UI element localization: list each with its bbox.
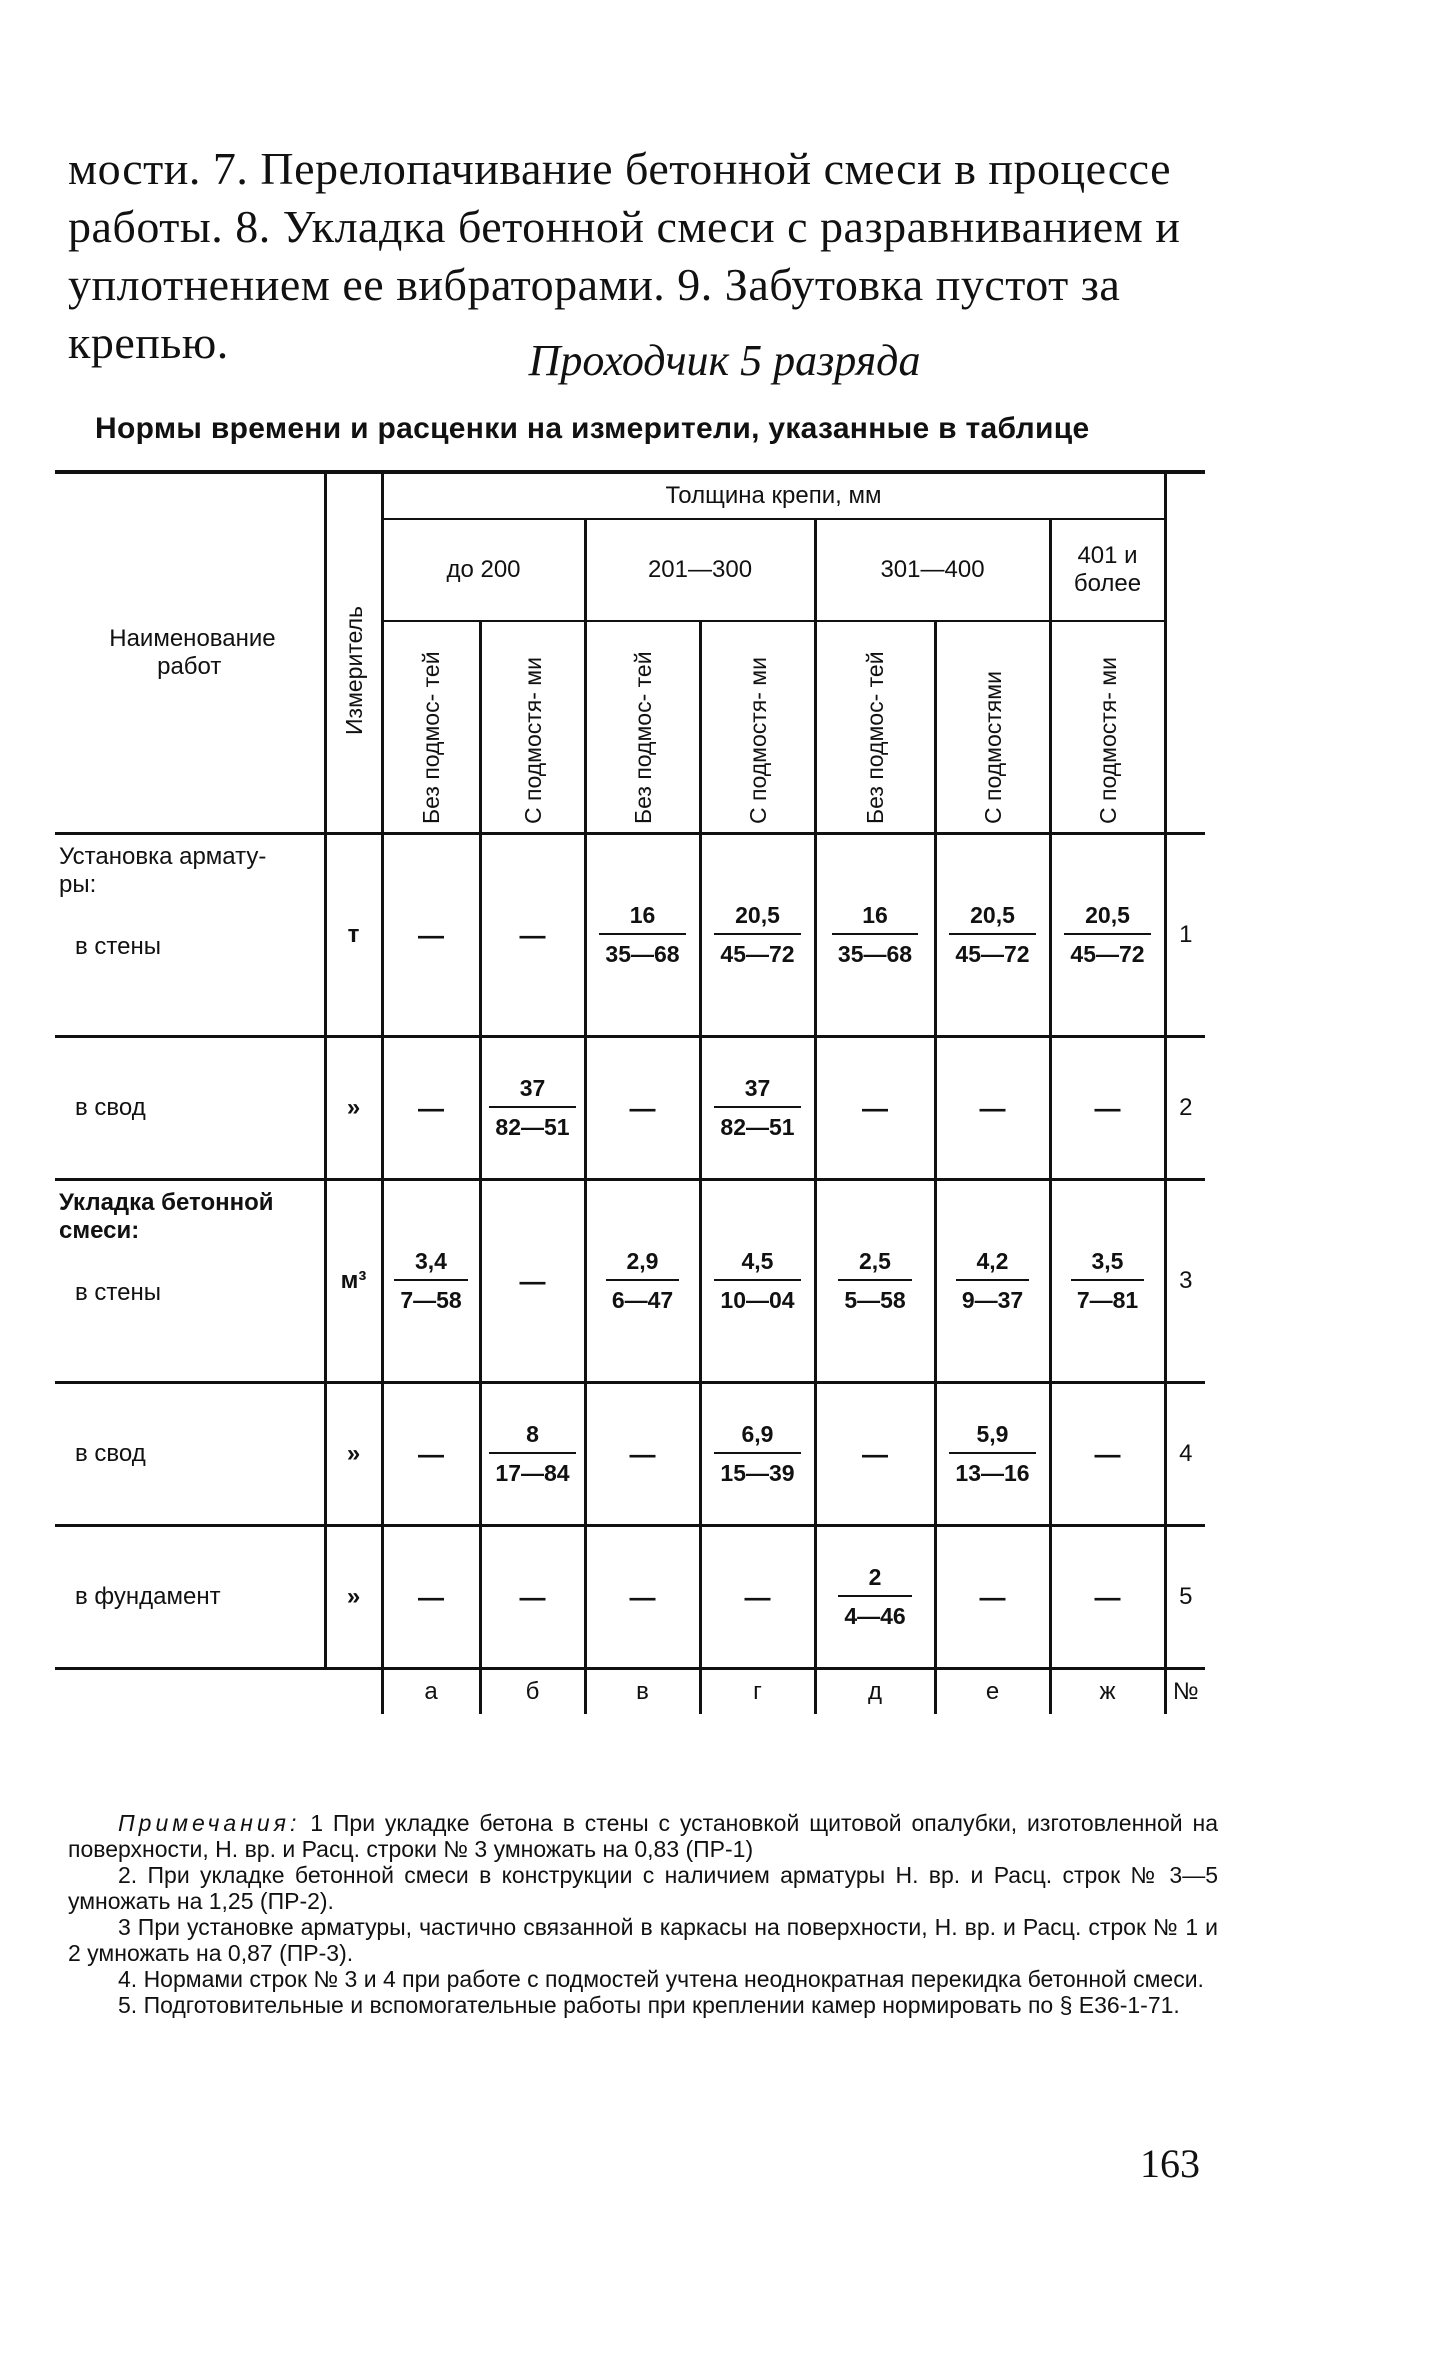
intro-line: работы. 8. Укладка бетонной смеси с разравниванием и: [68, 201, 1181, 252]
column-letter: г: [700, 1669, 815, 1715]
time-norm: 20,5: [714, 902, 800, 935]
empty-value: —: [629, 1581, 656, 1612]
note-2: 2. При укладке бетонной смеси в конструкции с наличием арматуры Н. вр. и Расц. строк № 3—5 умножать на 1,25 (ПР-2).: [68, 1862, 1218, 1914]
work-name: Установка армату- ры: в стены: [55, 834, 325, 1037]
table-cell: [700, 1383, 815, 1526]
note-4: 4. Нормами строк № 3 и 4 при работе с подмостей учтена неоднократная перекидка бетонной смеси.: [118, 1966, 1204, 1992]
empty-value: —: [1094, 1581, 1121, 1612]
unit: м³: [325, 1180, 382, 1383]
intro-line: мости. 7. Перелопачивание бетонной смеси в процессе: [68, 143, 1172, 194]
time-norm: 6,9: [714, 1421, 800, 1454]
column-letter: д: [815, 1669, 935, 1715]
work-name: в свод: [55, 1383, 325, 1526]
empty-value: —: [418, 919, 444, 950]
unit: »: [325, 1037, 382, 1180]
table-cell: [382, 1180, 480, 1383]
rate: 15—39: [720, 1459, 795, 1486]
table-cell: [480, 1383, 585, 1526]
section-title: Укладка бетонной смеси:: [59, 1189, 274, 1244]
table-cell: [585, 1180, 700, 1383]
norm-value: [714, 1248, 800, 1314]
table-cell: [1050, 1037, 1165, 1180]
empty-value: —: [629, 1438, 656, 1469]
norm-value: [714, 1075, 800, 1141]
rate: 13—16: [955, 1459, 1030, 1486]
row-number: 4: [1165, 1383, 1205, 1526]
norm-value: [714, 1421, 800, 1487]
norm-value: [838, 1564, 911, 1630]
norm-value: [1064, 902, 1150, 968]
intro-line: крепью.: [68, 317, 229, 368]
norm-value: [489, 1421, 575, 1487]
intro-line: уплотнением ее вибраторами. 9. Забутовка пустот за: [68, 259, 1121, 310]
time-norm: 4,2: [956, 1248, 1029, 1281]
rate: 4—46: [844, 1602, 906, 1629]
rate: 7—58: [400, 1286, 462, 1313]
note-5: 5. Подготовительные и вспомогательные работы при креплении камер нормировать по § Е36-1-71.: [118, 1992, 1180, 2018]
time-norm: 8: [489, 1421, 575, 1454]
norm-value: [606, 1248, 679, 1314]
time-norm: 37: [489, 1075, 575, 1108]
time-norm: 2: [838, 1564, 911, 1597]
unit-header: Измеритель: [325, 472, 382, 834]
table-cell: [815, 1526, 935, 1669]
notes: [68, 1810, 1218, 2018]
empty-value: —: [1094, 1438, 1121, 1469]
note-3: 3 При установке арматуры, частично связанной в каркасы на поверхности, Н. вр. и Расц. строк № 1 и 2 умножать на 0,87 (ПР-3).: [68, 1914, 1218, 1966]
table-cell: [585, 1037, 700, 1180]
sub-header: С подмостя- ми: [700, 621, 815, 834]
table-cell: [1050, 1526, 1165, 1669]
empty-value: —: [418, 1092, 444, 1123]
empty-value: —: [1094, 1092, 1121, 1123]
table-cell: [815, 834, 935, 1037]
table-cell: [700, 1526, 815, 1669]
norm-value: [714, 902, 800, 968]
empty-value: —: [519, 919, 546, 950]
table-row: [55, 834, 1205, 1037]
table-row: [55, 1526, 1205, 1669]
group-header: 401 и более: [1050, 519, 1165, 621]
table-row: [55, 1383, 1205, 1526]
rate: 17—84: [495, 1459, 570, 1486]
empty-value: —: [418, 1581, 444, 1612]
rate: 35—68: [837, 940, 913, 967]
column-letter: е: [935, 1669, 1050, 1715]
row-number: 1: [1165, 834, 1205, 1037]
norm-value: [394, 1248, 467, 1314]
sub-header: С подмостя- ми: [480, 621, 585, 834]
sub-header: Без подмос- тей: [585, 621, 700, 834]
table-cell: [480, 1037, 585, 1180]
sub-header: Без подмос- тей: [815, 621, 935, 834]
empty-value: —: [418, 1438, 444, 1469]
rate: 45—72: [1070, 940, 1145, 967]
group-header: до 200: [382, 519, 585, 621]
rate: 7—81: [1076, 1286, 1139, 1313]
table-cell: [585, 834, 700, 1037]
table-cell: [382, 1526, 480, 1669]
section-title: Установка армату- ры:: [59, 843, 267, 898]
rate: 35—68: [605, 940, 680, 967]
table-cell: [382, 1037, 480, 1180]
empty-value: —: [979, 1092, 1006, 1123]
table-cell: [815, 1180, 935, 1383]
table-row: [55, 1037, 1205, 1180]
time-norm: 3,5: [1071, 1248, 1144, 1281]
row-number: 5: [1165, 1526, 1205, 1669]
work-name-header: Наименование работ: [55, 472, 325, 834]
column-letter: №: [1172, 1678, 1199, 1705]
rate: 45—72: [955, 940, 1030, 967]
time-norm: 2,9: [606, 1248, 679, 1281]
norm-value: [949, 1421, 1035, 1487]
row-number: 3: [1165, 1180, 1205, 1383]
table-cell: [935, 1037, 1050, 1180]
table-cell: [480, 834, 585, 1037]
thickness-header: Толщина крепи, мм: [382, 472, 1165, 519]
empty-value: —: [519, 1581, 546, 1612]
time-norm: 20,5: [1064, 902, 1150, 935]
table-cell: [935, 1383, 1050, 1526]
rate: 9—37: [961, 1286, 1024, 1313]
rate: 10—04: [720, 1286, 795, 1313]
table-row: [55, 1180, 1205, 1383]
table-cell: [700, 1180, 815, 1383]
norm-value: [832, 902, 918, 968]
empty-value: —: [979, 1581, 1006, 1612]
work-name: Укладка бетонной смеси: в стены: [55, 1180, 325, 1383]
sub-header: Без подмос- тей: [382, 621, 480, 834]
rate: 82—51: [495, 1113, 570, 1140]
norms-table: [55, 470, 1205, 1714]
rate: 6—47: [611, 1286, 674, 1313]
note-1: Примечания: 1 При укладке бетона в стены с установкой щитовой опалубки, изготовленной на поверхности, Н. вр. и Расц. строки № 3 умножать на 0,83 (ПР-1): [68, 1810, 1218, 1862]
column-letter: а: [382, 1669, 480, 1715]
table-cell: [700, 834, 815, 1037]
table-cell: [480, 1526, 585, 1669]
table-cell: [935, 1180, 1050, 1383]
rate: 45—72: [720, 940, 795, 967]
time-norm: 2,5: [838, 1248, 911, 1281]
rate: 5—58: [844, 1286, 906, 1313]
table-cell: [585, 1383, 700, 1526]
table-cell: [815, 1383, 935, 1526]
unit: »: [325, 1526, 382, 1669]
norm-value: [1071, 1248, 1144, 1314]
norm-value: [599, 902, 685, 968]
time-norm: 3,4: [394, 1248, 467, 1281]
group-header: 301—400: [815, 519, 1050, 621]
unit: т: [325, 834, 382, 1037]
norm-value: [949, 902, 1035, 968]
work-name: в свод: [55, 1037, 325, 1180]
page-number: 163: [1140, 2141, 1200, 2186]
sub-header: С подмостя- ми: [1050, 621, 1165, 834]
grade-title: Проходчик 5 разряда: [528, 336, 921, 385]
time-norm: 4,5: [714, 1248, 800, 1281]
time-norm: 16: [599, 902, 685, 935]
column-letter: ж: [1050, 1669, 1165, 1715]
time-norm: 16: [832, 902, 918, 935]
time-norm: 20,5: [949, 902, 1035, 935]
unit: »: [325, 1383, 382, 1526]
table-cell: [382, 834, 480, 1037]
table-cell: [935, 834, 1050, 1037]
group-header: 201—300: [585, 519, 815, 621]
time-norm: 5,9: [949, 1421, 1035, 1454]
column-letter: б: [480, 1669, 585, 1715]
column-letter: в: [585, 1669, 700, 1715]
table-cell: [585, 1526, 700, 1669]
empty-value: —: [629, 1092, 656, 1123]
empty-value: —: [519, 1265, 546, 1296]
table-cell: [700, 1037, 815, 1180]
table-cell: [382, 1383, 480, 1526]
table-cell: [1050, 834, 1165, 1037]
row-number: 2: [1165, 1037, 1205, 1180]
empty-value: —: [744, 1581, 771, 1612]
norm-value: [956, 1248, 1029, 1314]
norm-value: [489, 1075, 575, 1141]
norm-value: [838, 1248, 911, 1314]
table-cell: [480, 1180, 585, 1383]
table-caption: Нормы времени и расценки на измерители, указанные в таблице: [95, 412, 1090, 445]
empty-value: —: [862, 1092, 888, 1123]
sub-header: С подмостями: [935, 621, 1050, 834]
empty-value: —: [862, 1438, 888, 1469]
rate: 82—51: [720, 1113, 795, 1140]
table-cell: [1050, 1180, 1165, 1383]
time-norm: 37: [714, 1075, 800, 1108]
table-cell: [815, 1037, 935, 1180]
work-name: в фундамент: [55, 1526, 325, 1669]
table-cell: [935, 1526, 1050, 1669]
table-cell: [1050, 1383, 1165, 1526]
